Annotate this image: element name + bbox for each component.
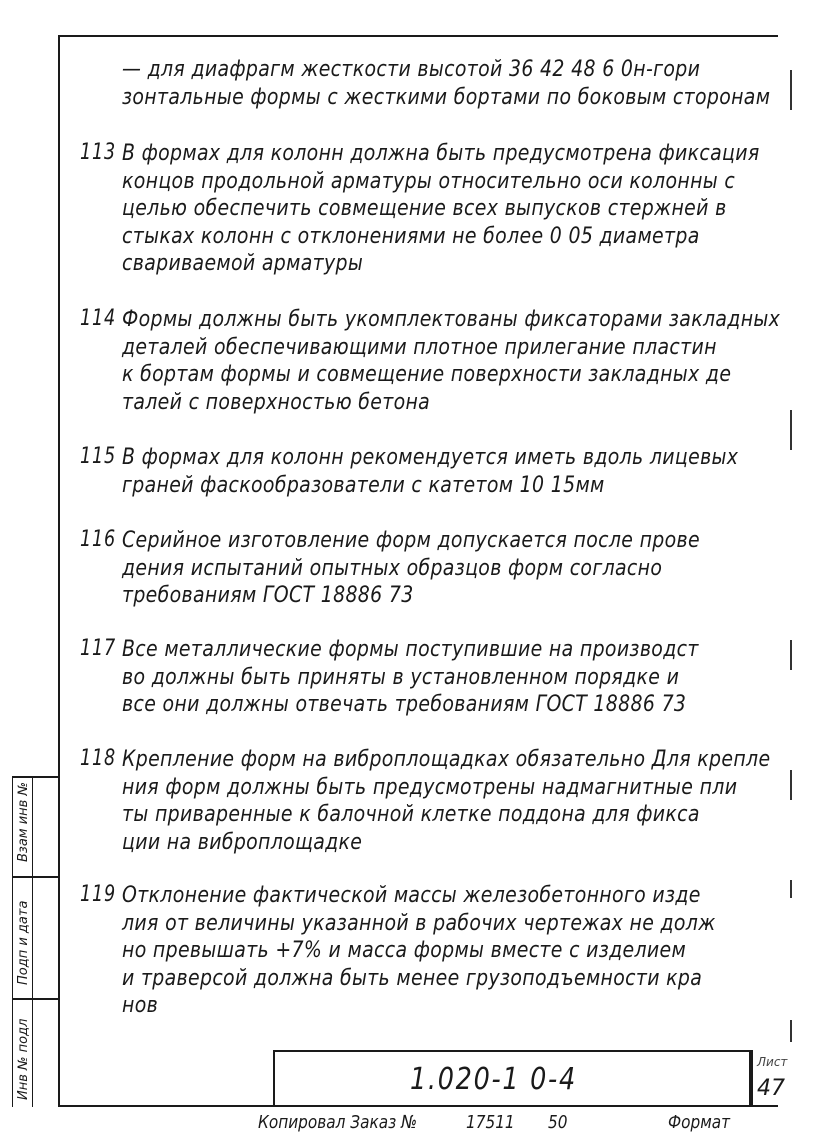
text-line: концов продольной арматуры относительно оси колонны с	[122, 167, 736, 194]
clause-number: 118	[80, 746, 116, 771]
text-line: деталей обеспечивающими плотное прилегание пластин	[122, 333, 717, 360]
margin-mark	[790, 410, 792, 450]
text-line: но превышать +7% и масса формы вместе с изделием	[122, 937, 687, 963]
clause-number: 113	[80, 140, 116, 165]
stamp-divider	[12, 876, 58, 878]
text-line: во должны быть приняты в установленном порядке и	[122, 663, 680, 690]
text-line: ты приваренные к балочной клетке поддона для фикса	[122, 801, 700, 827]
clause-number: 114	[80, 306, 116, 331]
paragraph-117	[122, 636, 699, 719]
footer-format: Формат	[668, 1112, 731, 1133]
stamp-replacement-inventory: Взам инв №	[16, 782, 31, 862]
stamp-divider	[12, 776, 58, 778]
document-code: 1.020-1 0-4	[410, 1062, 577, 1097]
frame-top-border	[58, 35, 778, 37]
text-line: В формах для колонн должна быть предусмотрена фиксация	[122, 140, 760, 166]
clause-number: 119	[80, 882, 116, 907]
text-line: и траверсой должна быть менее грузоподъемности кра	[122, 964, 703, 991]
margin-mark	[790, 880, 792, 898]
text-line: требованиям ГОСТ 18886 73	[122, 582, 414, 608]
paragraph-118	[122, 746, 771, 856]
paragraph-119	[122, 882, 716, 1020]
margin-mark	[790, 640, 792, 670]
paragraph-114	[122, 306, 781, 416]
footer-copied: Копировал Заказ №	[258, 1112, 418, 1133]
stamp-original-inventory: Инв № подл	[16, 1018, 31, 1100]
margin-mark	[790, 70, 792, 110]
text-line: целью обеспечить совмещение всех выпусков стержней в	[122, 195, 727, 221]
text-line: стыках колонн с отклонениями не более 0 05 диаметра	[122, 222, 700, 249]
text-line: Серийное изготовление форм допускается после прове	[122, 527, 700, 553]
text-line: зонтальные формы с жесткими бортами по боковым сторонам	[122, 83, 771, 110]
clause-number: 115	[80, 444, 116, 469]
margin-mark	[790, 770, 792, 800]
stamp-divider	[12, 998, 58, 1000]
text-line: свариваемой арматуры	[122, 250, 364, 276]
text-line: — для диафрагм жесткости высотой 36 42 48 6 0н-гори	[122, 56, 701, 82]
footer-order-number: 17511	[466, 1112, 515, 1133]
paragraph-113	[122, 140, 760, 278]
text-line: граней фаскообразователи с катетом 10 15мм	[122, 471, 605, 498]
text-line: все они должны отвечать требованиям ГОСТ 18886 73	[122, 691, 687, 717]
text-line: Все металлические формы поступившие на производст	[122, 636, 699, 662]
paragraph-0	[122, 56, 771, 111]
sheet-label: Лист	[757, 1055, 788, 1069]
clause-number: 116	[80, 527, 116, 552]
paragraph-115	[122, 444, 739, 499]
text-line: Крепление форм на виброплощадках обязательно Для крепле	[122, 746, 771, 772]
text-line: нов	[122, 992, 159, 1018]
text-line: В формах для колонн рекомендуется иметь вдоль лицевых	[122, 444, 739, 470]
text-line: Отклонение фактической массы железобетонного изде	[122, 882, 701, 908]
sheet-number: 47	[757, 1076, 785, 1101]
text-line: Формы должны быть укомплектованы фиксаторами закладных	[122, 306, 781, 332]
footer-copies-count: 50	[548, 1112, 568, 1133]
clause-number: 117	[80, 636, 116, 661]
text-line: ния форм должны быть предусмотрены надмагнитные пли	[122, 773, 738, 800]
sheet-divider	[749, 1050, 751, 1105]
paragraph-116	[122, 527, 700, 610]
text-line: к бортам формы и совмещение поверхности закладных де	[122, 361, 732, 387]
text-line: дения испытаний опытных образцов форм согласно	[122, 554, 663, 581]
text-line: талей с поверхностью бетона	[122, 388, 431, 415]
text-line: ции на виброплощадке	[122, 828, 363, 855]
margin-mark	[790, 1020, 792, 1042]
stamp-signature-date: Подп и дата	[16, 900, 31, 985]
text-line: лия от величины указанной в рабочих чертежах не долж	[122, 909, 716, 936]
